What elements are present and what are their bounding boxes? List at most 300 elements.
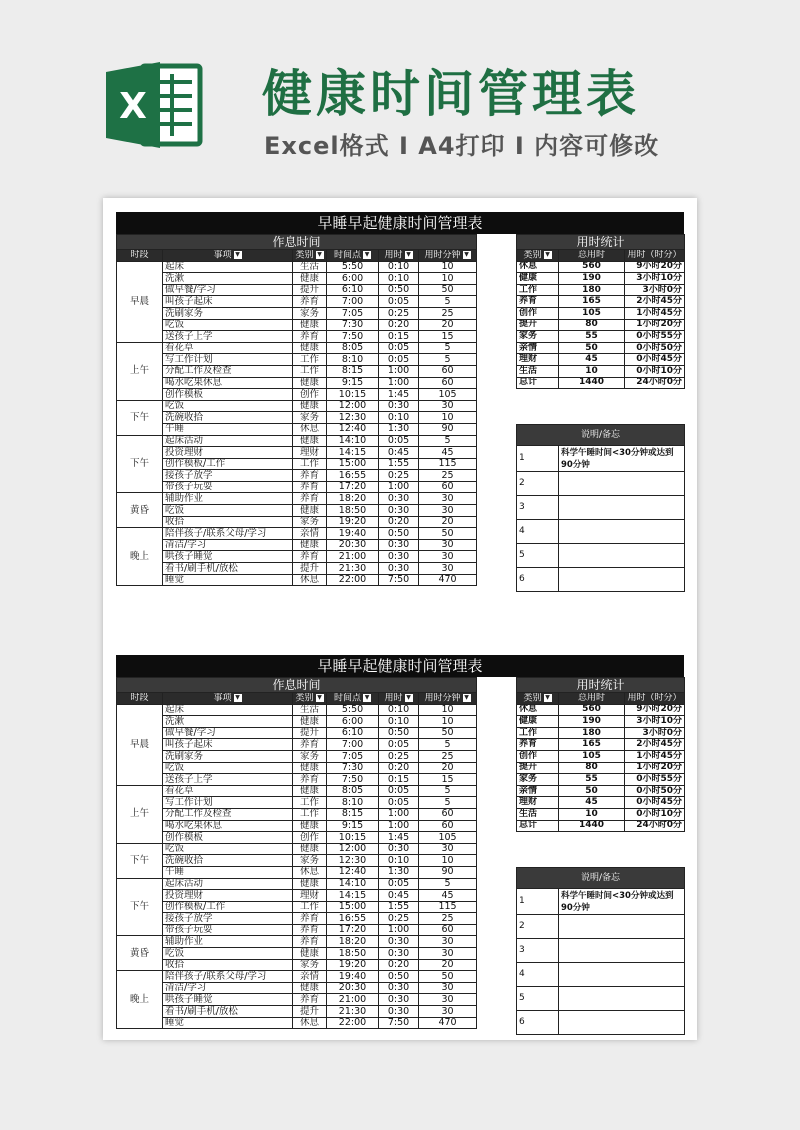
- table-cell[interactable]: 8:15: [327, 365, 379, 377]
- table-cell[interactable]: 健康: [293, 982, 327, 994]
- table-cell[interactable]: 洗碗收拾: [163, 855, 293, 867]
- table-cell[interactable]: 21:30: [327, 563, 379, 575]
- table-cell[interactable]: 吃饭: [163, 505, 293, 517]
- table-cell[interactable]: 55: [559, 331, 625, 343]
- table-cell[interactable]: 4: [517, 520, 559, 544]
- table-cell[interactable]: 1:55: [379, 901, 419, 913]
- table-cell[interactable]: 5: [419, 342, 477, 354]
- table-cell[interactable]: 洗漱: [163, 273, 293, 285]
- table-cell[interactable]: 10: [559, 808, 625, 820]
- table-cell[interactable]: 1:30: [379, 423, 419, 435]
- table-cell[interactable]: 养育: [517, 739, 559, 751]
- table-cell[interactable]: 0:50: [379, 727, 419, 739]
- table-cell[interactable]: 8:10: [327, 797, 379, 809]
- table-cell[interactable]: 5: [419, 296, 477, 308]
- table-cell[interactable]: 0:10: [379, 716, 419, 728]
- table-cell[interactable]: 21:00: [327, 551, 379, 563]
- table-cell[interactable]: 0:20: [379, 959, 419, 971]
- table-cell[interactable]: 工作: [517, 727, 559, 739]
- table-cell[interactable]: [559, 939, 685, 963]
- table-cell[interactable]: 起床: [163, 261, 293, 273]
- table-cell[interactable]: 家务: [517, 774, 559, 786]
- table-cell[interactable]: 30: [419, 843, 477, 855]
- table-cell[interactable]: 165: [559, 296, 625, 308]
- table-cell[interactable]: 30: [419, 994, 477, 1006]
- table-cell[interactable]: 12:40: [327, 423, 379, 435]
- table-cell[interactable]: 理财: [517, 797, 559, 809]
- col-header[interactable]: 用时 ▼: [379, 693, 419, 705]
- table-cell[interactable]: 养育: [517, 296, 559, 308]
- table-cell[interactable]: 工作: [293, 797, 327, 809]
- table-cell[interactable]: 10: [419, 855, 477, 867]
- table-cell[interactable]: 0:05: [379, 296, 419, 308]
- table-cell[interactable]: 20: [419, 516, 477, 528]
- table-cell[interactable]: 470: [419, 574, 477, 586]
- table-cell[interactable]: 健康: [293, 319, 327, 331]
- table-cell[interactable]: 21:30: [327, 1006, 379, 1018]
- table-cell[interactable]: 12:00: [327, 400, 379, 412]
- table-cell[interactable]: 90: [419, 866, 477, 878]
- table-cell[interactable]: 8:10: [327, 354, 379, 366]
- table-cell[interactable]: 30: [419, 563, 477, 575]
- table-cell[interactable]: 1:00: [379, 365, 419, 377]
- table-cell[interactable]: 8:05: [327, 342, 379, 354]
- table-cell[interactable]: 0:30: [379, 936, 419, 948]
- table-cell[interactable]: 健康: [293, 762, 327, 774]
- table-cell[interactable]: 写工作计划: [163, 797, 293, 809]
- col-header[interactable]: 时间点 ▼: [327, 693, 379, 705]
- table-cell[interactable]: 3小时0分: [625, 727, 685, 739]
- table-cell[interactable]: 60: [419, 365, 477, 377]
- table-cell[interactable]: 18:50: [327, 948, 379, 960]
- table-cell[interactable]: 0:20: [379, 319, 419, 331]
- table-cell[interactable]: [559, 496, 685, 520]
- table-cell[interactable]: 5: [419, 797, 477, 809]
- table-cell[interactable]: 21:00: [327, 994, 379, 1006]
- table-cell[interactable]: 0:15: [379, 331, 419, 343]
- table-cell[interactable]: 9小时20分: [625, 704, 685, 716]
- table-cell[interactable]: 看花草: [163, 785, 293, 797]
- table-cell[interactable]: 17:20: [327, 924, 379, 936]
- table-cell[interactable]: 家务: [293, 412, 327, 424]
- table-cell[interactable]: 50: [419, 528, 477, 540]
- table-cell[interactable]: 0:10: [379, 261, 419, 273]
- table-cell[interactable]: 1:00: [379, 481, 419, 493]
- table-cell[interactable]: 养育: [293, 739, 327, 751]
- table-cell[interactable]: 午睡: [163, 423, 293, 435]
- table-cell[interactable]: 午睡: [163, 866, 293, 878]
- table-cell[interactable]: 7:50: [379, 574, 419, 586]
- table-cell[interactable]: 16:55: [327, 913, 379, 925]
- table-cell[interactable]: 0:05: [379, 797, 419, 809]
- table-cell[interactable]: 亲情: [293, 971, 327, 983]
- table-cell[interactable]: 470: [419, 1017, 477, 1029]
- table-cell[interactable]: 喝水吃果休息: [163, 377, 293, 389]
- table-cell[interactable]: 0:15: [379, 774, 419, 786]
- col-header[interactable]: 用时 ▼: [379, 250, 419, 262]
- table-cell[interactable]: 接孩子放学: [163, 913, 293, 925]
- table-cell[interactable]: 7:05: [327, 307, 379, 319]
- table-cell[interactable]: 50: [419, 284, 477, 296]
- table-cell[interactable]: 养育: [293, 296, 327, 308]
- table-cell[interactable]: 健康: [293, 342, 327, 354]
- table-cell[interactable]: 0:05: [379, 785, 419, 797]
- table-cell[interactable]: 创作: [293, 832, 327, 844]
- table-cell[interactable]: 19:40: [327, 528, 379, 540]
- table-cell[interactable]: 吃饭: [163, 400, 293, 412]
- table-cell[interactable]: 健康: [293, 820, 327, 832]
- table-cell[interactable]: 亲情: [517, 342, 559, 354]
- table-cell[interactable]: 12:00: [327, 843, 379, 855]
- table-cell[interactable]: 睡觉: [163, 574, 293, 586]
- table-cell[interactable]: 20: [419, 762, 477, 774]
- table-cell[interactable]: 12:30: [327, 412, 379, 424]
- table-cell[interactable]: 5:50: [327, 261, 379, 273]
- table-cell[interactable]: 5: [419, 739, 477, 751]
- table-cell[interactable]: 创作模板: [163, 832, 293, 844]
- table-cell[interactable]: 7:50: [327, 774, 379, 786]
- table-cell[interactable]: 1440: [559, 820, 625, 832]
- table-cell[interactable]: 1440: [559, 377, 625, 389]
- table-cell[interactable]: 165: [559, 739, 625, 751]
- table-cell[interactable]: 健康: [517, 716, 559, 728]
- table-cell[interactable]: 辅助作业: [163, 493, 293, 505]
- table-cell[interactable]: 养育: [293, 936, 327, 948]
- table-cell[interactable]: 创作: [293, 389, 327, 401]
- table-cell[interactable]: 带孩子玩耍: [163, 924, 293, 936]
- table-cell[interactable]: 家务: [293, 750, 327, 762]
- table-cell[interactable]: 0小时10分: [625, 365, 685, 377]
- table-cell[interactable]: 养育: [293, 551, 327, 563]
- table-cell[interactable]: 3小时0分: [625, 284, 685, 296]
- table-cell[interactable]: 哄孩子睡觉: [163, 551, 293, 563]
- col-header[interactable]: 时间点 ▼: [327, 250, 379, 262]
- table-cell[interactable]: 亲情: [293, 528, 327, 540]
- table-cell[interactable]: 0小时45分: [625, 354, 685, 366]
- table-cell[interactable]: 0:05: [379, 354, 419, 366]
- table-cell[interactable]: 1: [517, 446, 559, 472]
- table-cell[interactable]: 19:40: [327, 971, 379, 983]
- table-cell[interactable]: 80: [559, 319, 625, 331]
- table-cell[interactable]: 7:05: [327, 750, 379, 762]
- table-cell[interactable]: 起床: [163, 704, 293, 716]
- table-cell[interactable]: 2: [517, 915, 559, 939]
- table-cell[interactable]: 14:10: [327, 878, 379, 890]
- table-cell[interactable]: 30: [419, 948, 477, 960]
- table-cell[interactable]: 50: [559, 342, 625, 354]
- table-cell[interactable]: 7:50: [327, 331, 379, 343]
- table-cell[interactable]: 亲情: [517, 785, 559, 797]
- table-cell[interactable]: 7:50: [379, 1017, 419, 1029]
- table-cell[interactable]: 0:45: [379, 447, 419, 459]
- table-cell[interactable]: 吃饭: [163, 762, 293, 774]
- table-cell[interactable]: 22:00: [327, 1017, 379, 1029]
- table-cell[interactable]: 12:40: [327, 866, 379, 878]
- table-cell[interactable]: 105: [419, 832, 477, 844]
- table-cell[interactable]: 24小时0分: [625, 820, 685, 832]
- table-cell[interactable]: 健康: [293, 505, 327, 517]
- table-cell[interactable]: 洗碗收拾: [163, 412, 293, 424]
- table-cell[interactable]: 收拾: [163, 516, 293, 528]
- table-cell[interactable]: 55: [559, 774, 625, 786]
- table-cell[interactable]: 0:10: [379, 855, 419, 867]
- table-cell[interactable]: 25: [419, 750, 477, 762]
- table-cell[interactable]: 7:00: [327, 739, 379, 751]
- table-cell[interactable]: 休息: [293, 1017, 327, 1029]
- table-cell[interactable]: 7:30: [327, 762, 379, 774]
- table-cell[interactable]: 工作: [293, 901, 327, 913]
- table-cell[interactable]: 10: [419, 716, 477, 728]
- table-cell[interactable]: 科学午睡时间<30分钟或达到90分钟: [559, 889, 685, 915]
- table-cell[interactable]: 0:10: [379, 273, 419, 285]
- table-cell[interactable]: 健康: [293, 785, 327, 797]
- table-cell[interactable]: 1: [517, 889, 559, 915]
- table-cell[interactable]: 1:55: [379, 458, 419, 470]
- table-cell[interactable]: 看书/刷手机/放松: [163, 563, 293, 575]
- table-cell[interactable]: 创作模板/工作: [163, 901, 293, 913]
- table-cell[interactable]: 5: [419, 878, 477, 890]
- table-cell[interactable]: 健康: [293, 273, 327, 285]
- table-cell[interactable]: 18:20: [327, 493, 379, 505]
- table-cell[interactable]: 0:30: [379, 563, 419, 575]
- table-cell[interactable]: 0小时10分: [625, 808, 685, 820]
- table-cell[interactable]: 3: [517, 496, 559, 520]
- table-cell[interactable]: 0:25: [379, 470, 419, 482]
- table-cell[interactable]: 60: [419, 808, 477, 820]
- table-cell[interactable]: 0:25: [379, 750, 419, 762]
- table-cell[interactable]: 清洁/学习: [163, 982, 293, 994]
- table-cell[interactable]: 5: [419, 785, 477, 797]
- table-cell[interactable]: 创作: [517, 307, 559, 319]
- table-cell[interactable]: 10: [559, 365, 625, 377]
- table-cell[interactable]: 30: [419, 936, 477, 948]
- table-cell[interactable]: 10: [419, 261, 477, 273]
- table-cell[interactable]: 1小时45分: [625, 750, 685, 762]
- table-cell[interactable]: 5: [517, 544, 559, 568]
- table-cell[interactable]: 健康: [293, 400, 327, 412]
- table-cell[interactable]: 2小时45分: [625, 739, 685, 751]
- table-cell[interactable]: 健康: [293, 377, 327, 389]
- table-cell[interactable]: 7:00: [327, 296, 379, 308]
- table-cell[interactable]: 1:30: [379, 866, 419, 878]
- table-cell[interactable]: 1:00: [379, 924, 419, 936]
- table-cell[interactable]: 0:10: [379, 412, 419, 424]
- table-cell[interactable]: 养育: [293, 470, 327, 482]
- table-cell[interactable]: 喝水吃果休息: [163, 820, 293, 832]
- table-cell[interactable]: 5: [419, 354, 477, 366]
- table-cell[interactable]: 提升: [517, 319, 559, 331]
- table-cell[interactable]: 0:30: [379, 505, 419, 517]
- table-cell[interactable]: 吃饭: [163, 319, 293, 331]
- table-cell[interactable]: 健康: [293, 878, 327, 890]
- table-cell[interactable]: 洗刷家务: [163, 307, 293, 319]
- table-cell[interactable]: 15: [419, 774, 477, 786]
- table-cell[interactable]: 15:00: [327, 458, 379, 470]
- table-cell[interactable]: 养育: [293, 913, 327, 925]
- table-cell[interactable]: 6: [517, 1011, 559, 1035]
- table-cell[interactable]: 1小时45分: [625, 307, 685, 319]
- table-cell[interactable]: 115: [419, 458, 477, 470]
- table-cell[interactable]: 1:00: [379, 377, 419, 389]
- table-cell[interactable]: 起床活动: [163, 435, 293, 447]
- table-cell[interactable]: 30: [419, 982, 477, 994]
- table-cell[interactable]: 送孩子上学: [163, 774, 293, 786]
- table-cell[interactable]: 提升: [293, 563, 327, 575]
- table-cell[interactable]: 1:45: [379, 389, 419, 401]
- table-cell[interactable]: 6: [517, 568, 559, 592]
- table-cell[interactable]: 创作模板/工作: [163, 458, 293, 470]
- table-cell[interactable]: 30: [419, 493, 477, 505]
- table-cell[interactable]: 休息: [293, 866, 327, 878]
- table-cell[interactable]: 提升: [293, 284, 327, 296]
- table-cell[interactable]: 560: [559, 704, 625, 716]
- table-cell[interactable]: 休息: [293, 574, 327, 586]
- table-cell[interactable]: 17:20: [327, 481, 379, 493]
- table-cell[interactable]: 养育: [293, 924, 327, 936]
- table-cell[interactable]: 5: [517, 987, 559, 1011]
- table-cell[interactable]: 收拾: [163, 959, 293, 971]
- table-cell[interactable]: 1:45: [379, 832, 419, 844]
- table-cell[interactable]: 60: [419, 481, 477, 493]
- table-cell[interactable]: 提升: [293, 727, 327, 739]
- table-cell[interactable]: 休息: [517, 704, 559, 716]
- table-cell[interactable]: 0小时50分: [625, 342, 685, 354]
- table-cell[interactable]: 做早餐/学习: [163, 727, 293, 739]
- table-cell[interactable]: 生活: [293, 704, 327, 716]
- table-cell[interactable]: 休息: [293, 423, 327, 435]
- table-cell[interactable]: 工作: [293, 365, 327, 377]
- table-cell[interactable]: 1小时20分: [625, 319, 685, 331]
- table-cell[interactable]: 25: [419, 307, 477, 319]
- table-cell[interactable]: 0:25: [379, 913, 419, 925]
- table-cell[interactable]: 工作: [293, 354, 327, 366]
- table-cell[interactable]: 睡觉: [163, 1017, 293, 1029]
- table-cell[interactable]: 0:30: [379, 1006, 419, 1018]
- col-header[interactable]: 类别 ▼: [293, 693, 327, 705]
- table-cell[interactable]: [559, 520, 685, 544]
- table-cell[interactable]: 健康: [293, 435, 327, 447]
- table-cell[interactable]: 115: [419, 901, 477, 913]
- table-cell[interactable]: [559, 1011, 685, 1035]
- table-cell[interactable]: [559, 544, 685, 568]
- table-cell[interactable]: 带孩子玩耍: [163, 481, 293, 493]
- table-cell[interactable]: 洗漱: [163, 716, 293, 728]
- table-cell[interactable]: 15: [419, 331, 477, 343]
- table-cell[interactable]: 创作模板: [163, 389, 293, 401]
- table-cell[interactable]: 吃饭: [163, 843, 293, 855]
- table-cell[interactable]: 做早餐/学习: [163, 284, 293, 296]
- table-cell[interactable]: 1:00: [379, 808, 419, 820]
- table-cell[interactable]: 30: [419, 539, 477, 551]
- table-cell[interactable]: 7:30: [327, 319, 379, 331]
- table-cell[interactable]: 生活: [517, 808, 559, 820]
- table-cell[interactable]: 20: [419, 319, 477, 331]
- table-cell[interactable]: 理财: [293, 447, 327, 459]
- table-cell[interactable]: 25: [419, 913, 477, 925]
- table-cell[interactable]: 16:55: [327, 470, 379, 482]
- table-cell[interactable]: 健康: [293, 843, 327, 855]
- table-cell[interactable]: 0小时55分: [625, 331, 685, 343]
- table-cell[interactable]: 0:45: [379, 890, 419, 902]
- table-cell[interactable]: 0小时45分: [625, 797, 685, 809]
- table-cell[interactable]: 8:05: [327, 785, 379, 797]
- table-cell[interactable]: 30: [419, 1006, 477, 1018]
- table-cell[interactable]: 10: [419, 704, 477, 716]
- table-cell[interactable]: 分配工作及检查: [163, 365, 293, 377]
- table-cell[interactable]: 健康: [293, 948, 327, 960]
- table-cell[interactable]: 30: [419, 400, 477, 412]
- table-cell[interactable]: 1:00: [379, 820, 419, 832]
- table-cell[interactable]: 0:50: [379, 284, 419, 296]
- table-cell[interactable]: 送孩子上学: [163, 331, 293, 343]
- table-cell[interactable]: 2: [517, 472, 559, 496]
- table-cell[interactable]: 提升: [517, 762, 559, 774]
- table-cell[interactable]: 20: [419, 959, 477, 971]
- table-cell[interactable]: 10:15: [327, 832, 379, 844]
- table-cell[interactable]: 0:50: [379, 971, 419, 983]
- table-cell[interactable]: 45: [419, 447, 477, 459]
- table-cell[interactable]: 180: [559, 284, 625, 296]
- table-cell[interactable]: 10: [419, 273, 477, 285]
- col-header[interactable]: 类别 ▼: [517, 250, 559, 262]
- table-cell[interactable]: 写工作计划: [163, 354, 293, 366]
- table-cell[interactable]: 家务: [293, 959, 327, 971]
- table-cell[interactable]: 20:30: [327, 982, 379, 994]
- table-cell[interactable]: 辅助作业: [163, 936, 293, 948]
- table-cell[interactable]: 0:50: [379, 528, 419, 540]
- table-cell[interactable]: 90: [419, 423, 477, 435]
- table-cell[interactable]: 洗刷家务: [163, 750, 293, 762]
- table-cell[interactable]: 50: [419, 971, 477, 983]
- table-cell[interactable]: 哄孩子睡觉: [163, 994, 293, 1006]
- col-header[interactable]: 类别 ▼: [293, 250, 327, 262]
- col-header[interactable]: 类别 ▼: [517, 693, 559, 705]
- table-cell[interactable]: 0:05: [379, 878, 419, 890]
- table-cell[interactable]: 4: [517, 963, 559, 987]
- table-cell[interactable]: 起床活动: [163, 878, 293, 890]
- table-cell[interactable]: 3: [517, 939, 559, 963]
- table-cell[interactable]: 105: [419, 389, 477, 401]
- table-cell[interactable]: 养育: [293, 994, 327, 1006]
- table-cell[interactable]: 105: [559, 750, 625, 762]
- table-cell[interactable]: 看书/刷手机/放松: [163, 1006, 293, 1018]
- table-cell[interactable]: 18:50: [327, 505, 379, 517]
- table-cell[interactable]: 陪伴孩子/联系父母/学习: [163, 528, 293, 540]
- table-cell[interactable]: 0:30: [379, 948, 419, 960]
- table-cell[interactable]: 8:15: [327, 808, 379, 820]
- table-cell[interactable]: 休息: [517, 261, 559, 273]
- table-cell[interactable]: 0:30: [379, 400, 419, 412]
- table-cell[interactable]: 0:30: [379, 843, 419, 855]
- table-cell[interactable]: 提升: [293, 1006, 327, 1018]
- table-cell[interactable]: 6:10: [327, 284, 379, 296]
- table-cell[interactable]: 工作: [517, 284, 559, 296]
- table-cell[interactable]: 科学午睡时间<30分钟或达到90分钟: [559, 446, 685, 472]
- table-cell[interactable]: 5: [419, 435, 477, 447]
- table-cell[interactable]: 2小时45分: [625, 296, 685, 308]
- table-cell[interactable]: 22:00: [327, 574, 379, 586]
- table-cell[interactable]: 0小时50分: [625, 785, 685, 797]
- table-cell[interactable]: 14:15: [327, 447, 379, 459]
- table-cell[interactable]: 陪伴孩子/联系父母/学习: [163, 971, 293, 983]
- table-cell[interactable]: 3小时10分: [625, 273, 685, 285]
- table-cell[interactable]: [559, 568, 685, 592]
- table-cell[interactable]: 50: [559, 785, 625, 797]
- table-cell[interactable]: 接孩子放学: [163, 470, 293, 482]
- table-cell[interactable]: 0:10: [379, 704, 419, 716]
- table-cell[interactable]: 15:00: [327, 901, 379, 913]
- table-cell[interactable]: [559, 472, 685, 496]
